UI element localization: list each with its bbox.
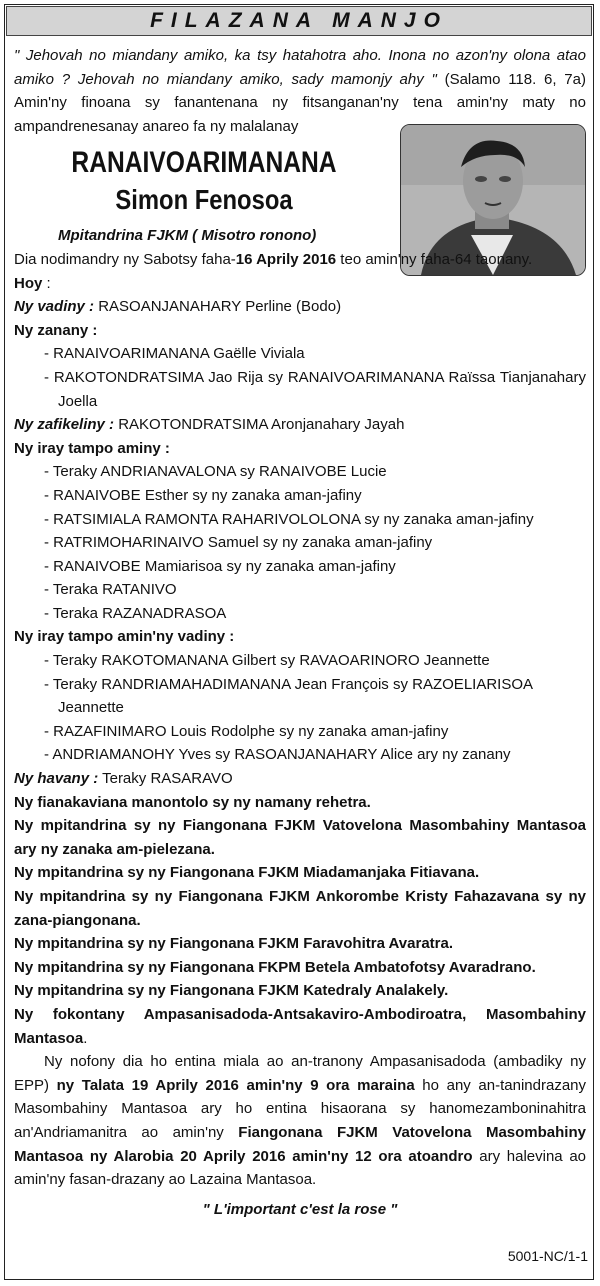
org-line: Ny fianakaviana manontolo sy ny namany rehetra. (14, 793, 371, 811)
funeral-text-3: ary halevina ao amin'ny fasan-drazany ao Lazaina Mantasoa. (14, 1147, 587, 1189)
reference-number: 5001-NC/1-1 (507, 1248, 588, 1264)
grandchild-label: Ny zafikeliny : (14, 416, 115, 434)
inlaw-sibling-item: - ANDRIAMANOHY Yves sy RASOANJANAHARY Alice ary ny zanany (44, 746, 511, 764)
sibling-item: - RATRIMOHARINAIVO Samuel sy ny zanaka aman-jafiny (44, 534, 433, 552)
cousin-name: Teraky RASARAVO (98, 770, 233, 788)
deceased-surname: RANAIVOARIMANANA (71, 146, 337, 180)
funeral-date-2: Fiangonana FJKM Vatovelona Masombahiny Mantasoa ny Alarobia 20 Aprily 2016 amin'ny 12 ora atoandro (14, 1123, 586, 1165)
deceased-title: Mpitandrina FJKM ( Misotro ronono) (58, 227, 317, 245)
child-item (14, 366, 586, 413)
closing-quote: " L'important c'est la rose " (202, 1200, 398, 1218)
hoy-line (14, 272, 586, 296)
fokontany-line (14, 1003, 586, 1050)
org-line: Ny mpitandrina sy ny Fiangonana FJKM Vatovelona Masombahiny Mantasoa ary ny zanaka am-pielezana. (14, 817, 586, 858)
sibling-item: - RANAIVOBE Mamiarisoa sy ny zanaka aman-jafiny (44, 557, 396, 575)
funeral-date-1: ny Talata 19 Aprily 2016 amin'ny 9 ora maraina (56, 1076, 415, 1094)
notice-header: FILAZANA MANJO (6, 6, 592, 36)
inlaw-sibling-item: - Teraky RANDRIAMAHADIMANANA Jean François sy RAZOELIARISOA Jeannette (44, 675, 533, 717)
sibling-item: - RANAIVOBE Esther sy ny zanaka aman-jafiny (44, 486, 362, 504)
inlaw-siblings-label: Ny iray tampo amin'ny vadiny : (14, 628, 235, 646)
cousin-label: Ny havany : (14, 770, 99, 788)
deceased-given-name: Simon Fenosoa (115, 184, 293, 216)
fokontany-end: . (83, 1029, 88, 1047)
sibling-item: - Teraka RATANIVO (44, 581, 177, 599)
death-date: 16 Aprily 2016 (235, 250, 337, 268)
org-line: Ny mpitandrina sy ny Fiangonana FJKM Faravohitra Avaratra. (14, 935, 453, 953)
grandchild-line (14, 413, 586, 437)
siblings-label: Ny iray tampo aminy : (14, 439, 170, 457)
org-line: Ny mpitandrina sy ny Fiangonana FJKM Ankorombe Kristy Fahazavana sy ny zana-piangonana. (14, 888, 586, 929)
spouse-line (14, 295, 586, 319)
sibling-item: - RATSIMIALA RAMONTA RAHARIVOLOLONA sy ny zanaka aman-jafiny (44, 510, 534, 528)
intro-text: Amin'ny finoana sy fanantenana ny fitsanganan'ny tena amin'ny maty no ampandrenesanay anareo fa ny malalanay (14, 94, 586, 135)
child-item: - RANAIVOARIMANANA Gaëlle Viviala (44, 345, 305, 363)
org-line: Ny mpitandrina sy ny Fiangonana FJKM Katedraly Analakely. (14, 982, 449, 1000)
funeral-paragraph (14, 1050, 586, 1192)
inlaw-sibling-item: - Teraky RAKOTOMANANA Gilbert sy RAVAOARINORO Jeannette (44, 652, 490, 670)
death-line (14, 248, 586, 272)
inlaw-sibling-item: - RAZAFINIMARO Louis Rodolphe sy ny zanaka aman-jafiny (44, 722, 449, 740)
org-line: Ny mpitandrina sy ny Fiangonana FKPM Betela Ambatofotsy Avaradrano. (14, 958, 536, 976)
funeral-text-2: ho any an-tanindrazany Masombahiny Mantasoa ary ho entina hisaorana sy hanomezamboninahitra an'Andriamanitra ao amin'ny (14, 1076, 586, 1141)
funeral-text-1: Ny nofony dia ho entina miala ao an-tranony Ampasanisadoda (ambadiky ny EPP) (14, 1053, 586, 1094)
child-item-text: - RAKOTONDRATSIMA Jao Rija sy RANAIVOARIMANANA Raïssa Tianjanahary Joella (44, 368, 586, 410)
cousin-line (14, 767, 586, 791)
grandchild-name: RAKOTONDRATSIMA Aronjanahary Jayah (114, 416, 405, 434)
spouse-name: RASOANJANAHARY Perline (Bodo) (94, 298, 342, 316)
org-line: Ny mpitandrina sy ny Fiangonana FJKM Miadamanjaka Fitiavana. (14, 864, 480, 882)
bible-reference: (Salamo 118. 6, 7a) (444, 70, 586, 88)
hoy-label: Hoy (14, 274, 43, 292)
intro-block (14, 44, 586, 138)
notice-content (14, 44, 586, 1221)
sibling-item: - Teraka RAZANADRASOA (44, 604, 227, 622)
bible-quote: " Jehovah no miandany amiko, ka tsy hatahotra aho. Inona no azon'ny olona atao amiko ? Jehovah no miandany amiko, sady mamonjy ahy " (14, 47, 586, 88)
name-block (14, 144, 394, 248)
sibling-item: - Teraky ANDRIANAVALONA sy RANAIVOBE Lucie (44, 463, 387, 481)
hoy-colon: : (42, 274, 51, 292)
fokontany-text: Ny fokontany Ampasanisadoda-Antsakaviro-Ambodiroatra, Masombahiny Mantasoa (14, 1005, 586, 1047)
death-pre: Dia nodimandry ny Sabotsy faha- (14, 250, 236, 268)
spouse-label: Ny vadiny : (14, 298, 95, 316)
children-label: Ny zanany : (14, 321, 98, 339)
death-post: teo amin'ny faha-64 taonany. (336, 250, 533, 268)
